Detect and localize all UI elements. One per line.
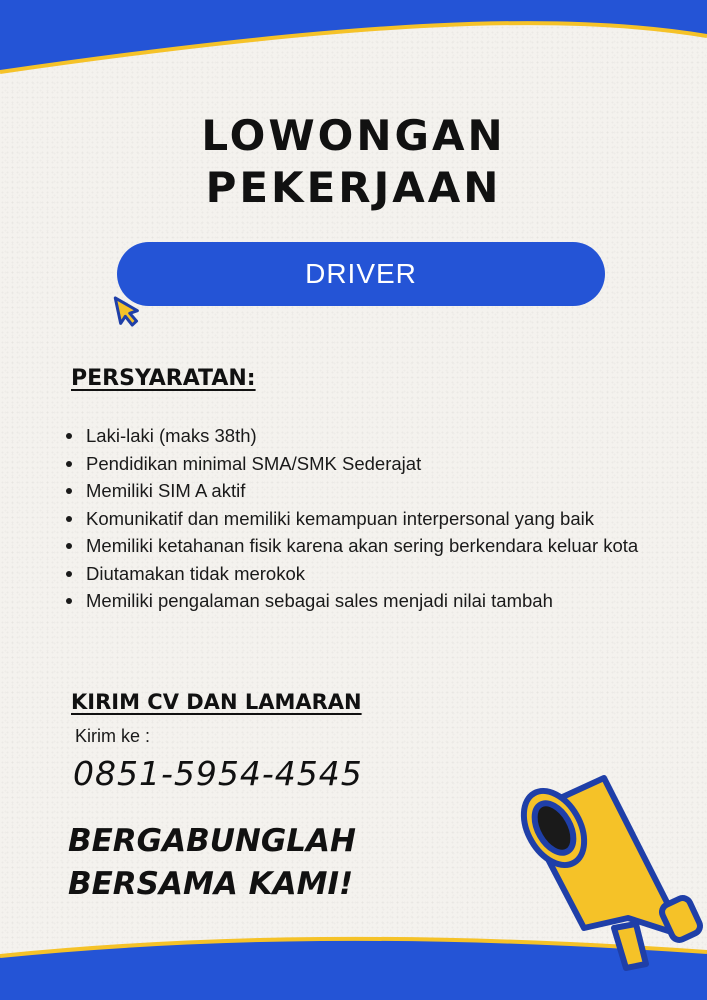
title-line-2: PEKERJAAN (205, 163, 502, 212)
requirement-item: Memiliki ketahanan fisik karena akan sering berkendara keluar kota (64, 532, 664, 560)
closing-line-1: BERGABUNGLAH (68, 823, 356, 859)
megaphone-icon (496, 760, 707, 975)
position-banner: DRIVER (117, 242, 605, 306)
contact-phone-number: 0851-5954-4545 (73, 754, 363, 793)
requirement-item: Laki-laki (maks 38th) (64, 422, 664, 450)
closing-line-2: BERSAMA KAMI! (68, 866, 354, 902)
requirement-item: Memiliki SIM A aktif (64, 477, 664, 505)
closing-tagline (68, 820, 356, 906)
top-wave-decoration (0, 0, 707, 80)
send-cv-heading: KIRIM CV DAN LAMARAN (71, 690, 362, 714)
requirements-heading: PERSYARATAN: (71, 366, 256, 391)
pointer-cursor-icon (106, 290, 146, 330)
poster-title (0, 110, 707, 214)
requirement-item: Pendidikan minimal SMA/SMK Sederajat (64, 450, 664, 478)
requirements-list (64, 422, 664, 615)
requirement-item: Komunikatif dan memiliki kemampuan interpersonal yang baik (64, 505, 664, 533)
send-to-label: Kirim ke : (75, 726, 151, 746)
requirement-item: Memiliki pengalaman sebagai sales menjadi nilai tambah (64, 587, 664, 615)
requirement-item: Diutamakan tidak merokok (64, 560, 664, 588)
title-line-1: LOWONGAN (201, 111, 506, 160)
